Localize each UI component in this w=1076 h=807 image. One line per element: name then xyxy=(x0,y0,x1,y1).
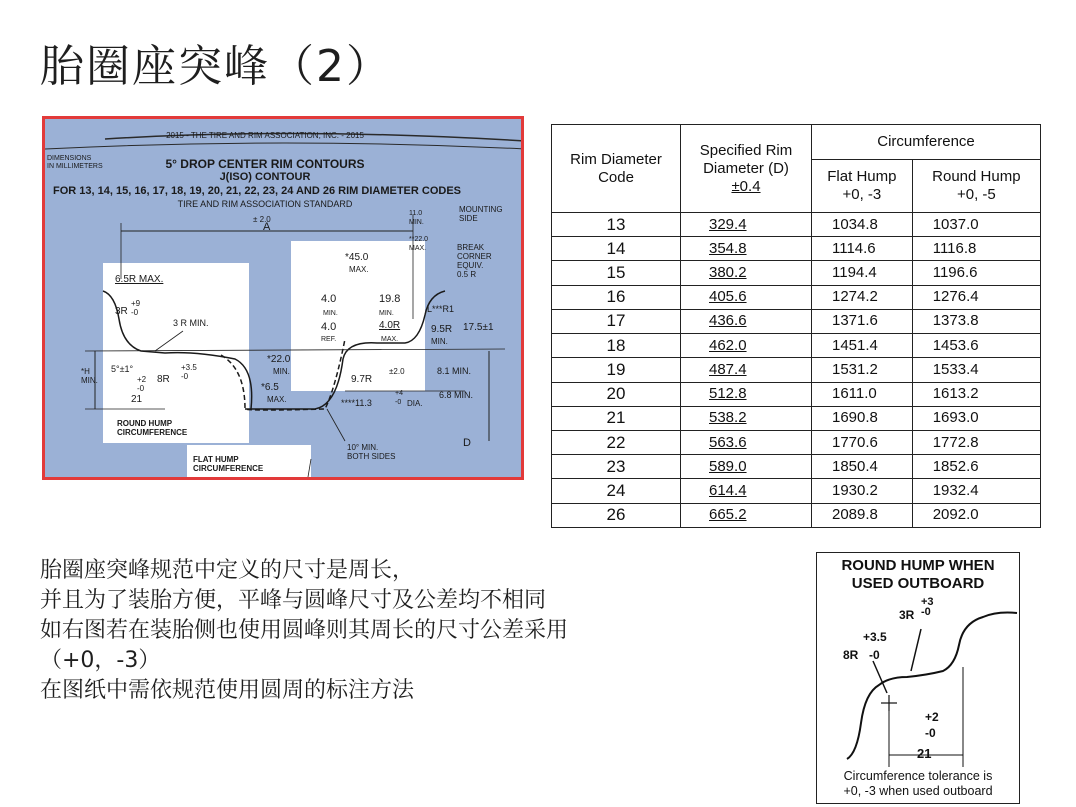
cell-dia: 380.2 xyxy=(681,261,812,285)
r3-tolerance: +9 -0 xyxy=(131,299,141,317)
cell-round: 1037.0 xyxy=(912,213,1040,237)
round-hump-label: ROUND HUMP CIRCUMFERENCE xyxy=(117,419,188,437)
dim-19-8: 19.8 xyxy=(379,293,401,305)
cell-round: 1373.8 xyxy=(912,309,1040,333)
cell-flat: 1850.4 xyxy=(812,455,913,479)
header-flat-text: Flat Hump xyxy=(827,168,897,185)
deg10-label: 10° MIN. BOTH SIDES xyxy=(347,443,396,461)
cell-code: 23 xyxy=(552,455,681,479)
cell-round: 1693.0 xyxy=(912,406,1040,430)
cell-code: 20 xyxy=(552,382,681,406)
association-line: 2015 - THE TIRE AND RIM ASSOCIATION, INC. - 2015 xyxy=(166,131,364,140)
dim-22-min-note: MIN. xyxy=(273,367,290,376)
dim-22-max: **22.0 MAX. xyxy=(409,236,429,252)
table-row xyxy=(552,479,1041,503)
d-label: D xyxy=(463,437,471,449)
cell-dia: 354.8 xyxy=(681,237,812,261)
cell-dia: 462.0 xyxy=(681,334,812,358)
cell-code: 22 xyxy=(552,430,681,454)
r3-min-label: 3 R MIN. xyxy=(173,318,209,328)
cell-flat: 1034.8 xyxy=(812,213,913,237)
rim-contour-drawing xyxy=(42,116,524,480)
table-row xyxy=(552,382,1041,406)
cell-dia: 538.2 xyxy=(681,406,812,430)
cell-dia: 614.4 xyxy=(681,479,812,503)
plus2-tolerance: +2 -0 xyxy=(137,375,147,393)
cell-round: 1453.6 xyxy=(912,334,1040,358)
cell-flat: 1930.2 xyxy=(812,479,913,503)
dim-6-8-min: 6.8 MIN. xyxy=(439,390,474,400)
header-circumference: Circumference xyxy=(812,125,1041,160)
inset-title: ROUND HUMP WHEN USED OUTBOARD xyxy=(841,557,995,592)
dim-4-ref-note: REF. xyxy=(321,336,337,343)
inset-r3-tolerance: +3 -0 xyxy=(921,596,934,618)
cell-round: 1116.8 xyxy=(912,237,1040,261)
cell-code: 18 xyxy=(552,334,681,358)
note-line: 并且为了装胎方便，平峰与圆峰尺寸及公差均不相同 xyxy=(40,588,547,613)
r3-label: 3R xyxy=(115,306,128,317)
iso-contour-line: J(ISO) CONTOUR xyxy=(219,171,311,183)
inset-r3-label: 3R xyxy=(899,608,915,622)
r1-label: L***R1 xyxy=(427,304,455,314)
cell-dia: 563.6 xyxy=(681,430,812,454)
break-corner-label: BREAK CORNER EQUIV. 0.5 R xyxy=(457,243,492,279)
cell-dia: 436.6 xyxy=(681,309,812,333)
note-line: 在图纸中需依规范使用圆周的标注方法 xyxy=(40,678,415,703)
cell-round: 1852.6 xyxy=(912,455,1040,479)
note-line: （+0，-3） xyxy=(40,648,161,673)
dim-21: 21 xyxy=(131,394,143,405)
explanation-notes xyxy=(40,556,740,706)
inset-footer: Circumference tolerance is +0, -3 when used outboard xyxy=(843,769,993,798)
header-flat-tolerance: +0, -3 xyxy=(842,186,882,203)
drawing-subtitle: 5° DROP CENTER RIM CONTOURS xyxy=(165,157,365,171)
cell-flat: 1194.4 xyxy=(812,261,913,285)
header-round-tolerance: +0, -5 xyxy=(956,186,996,203)
table-row xyxy=(552,261,1041,285)
cell-flat: 1531.2 xyxy=(812,358,913,382)
cell-round: 1196.6 xyxy=(912,261,1040,285)
cell-dia: 589.0 xyxy=(681,455,812,479)
cell-flat: 1114.6 xyxy=(812,237,913,261)
dim-19-8-note: MIN. xyxy=(379,310,394,317)
dim-4r-max: 4.0R xyxy=(379,320,401,331)
inset-r8-upper-tol: +3.5 xyxy=(863,630,887,644)
table-row xyxy=(552,430,1041,454)
table-row xyxy=(552,285,1041,309)
dim-11-3-dia: DIA. xyxy=(407,399,423,408)
cell-code: 26 xyxy=(552,503,681,527)
cell-flat: 1451.4 xyxy=(812,334,913,358)
header-code-text: Rim Diameter Code xyxy=(570,150,662,186)
round-hump-outboard-figure xyxy=(816,552,1020,804)
mounting-side-label: MOUNTING SIDE xyxy=(459,205,503,223)
cell-dia: 665.2 xyxy=(681,503,812,527)
table-row xyxy=(552,503,1041,527)
inset-profile xyxy=(817,553,1021,805)
inset-dim-21: 21 xyxy=(917,746,932,761)
header-flat-hump xyxy=(812,160,913,213)
note-line: 如右图若在装胎侧也使用圆峰则其周长的尺寸公差采用 xyxy=(40,618,569,643)
cell-dia: 512.8 xyxy=(681,382,812,406)
dim-6-5-note: MAX. xyxy=(267,395,287,404)
r8-tolerance: +3.5 -0 xyxy=(181,363,197,381)
standard-line: TIRE AND RIM ASSOCIATION STANDARD xyxy=(177,199,353,209)
slide-title: 胎圈座突峰（2） xyxy=(40,41,392,92)
deg45-label: *45.0 xyxy=(345,252,369,263)
cell-code: 19 xyxy=(552,358,681,382)
dim-8-1-min: 8.1 MIN. xyxy=(437,366,472,376)
header-round-text: Round Hump xyxy=(932,168,1021,185)
header-dia-text: Specified Rim Diameter (D) xyxy=(699,141,793,177)
rim-circumference-table xyxy=(551,124,1041,528)
table-row xyxy=(552,213,1041,237)
dim-17-5: 17.5±1 xyxy=(463,322,494,333)
cell-code: 13 xyxy=(552,213,681,237)
cell-code: 15 xyxy=(552,261,681,285)
cell-round: 1533.4 xyxy=(912,358,1040,382)
cell-code: 24 xyxy=(552,479,681,503)
cell-round: 1613.2 xyxy=(912,382,1040,406)
table-row xyxy=(552,237,1041,261)
dim-4-ref: 4.0 xyxy=(321,321,337,333)
inset-r8-label: 8R xyxy=(843,648,859,662)
table-row xyxy=(552,455,1041,479)
dim-4-min-note: MIN. xyxy=(323,310,338,317)
inset-r8-lower-tol: -0 xyxy=(869,648,880,662)
dim-11-min: 11.0 MIN. xyxy=(409,210,424,226)
cell-code: 21 xyxy=(552,406,681,430)
table-row xyxy=(552,334,1041,358)
table-row xyxy=(552,358,1041,382)
dim-11-3-tolerance: +4 -0 xyxy=(395,390,403,406)
r97-tolerance: ±2.0 xyxy=(389,367,405,376)
cell-round: 2092.0 xyxy=(912,503,1040,527)
r95-label: 9.5R xyxy=(431,324,453,335)
flat-hump-label: FLAT HUMP CIRCUMFERENCE xyxy=(193,455,264,473)
inset-plus2-tolerance: +2 -0 xyxy=(925,710,939,740)
r95-note: MIN. xyxy=(431,337,448,346)
cell-code: 17 xyxy=(552,309,681,333)
dim-22-min: *22.0 xyxy=(267,354,291,365)
r8-label: 8R xyxy=(157,374,170,385)
rim-table-body xyxy=(552,213,1041,528)
cell-round: 1772.8 xyxy=(912,430,1040,454)
cell-dia: 487.4 xyxy=(681,358,812,382)
cell-flat: 1611.0 xyxy=(812,382,913,406)
header-round-hump xyxy=(912,160,1040,213)
deg45-max-label: MAX. xyxy=(349,265,369,274)
dimensions-note: DIMENSIONS IN MILLIMETERS xyxy=(47,155,103,170)
cell-dia: 405.6 xyxy=(681,285,812,309)
cell-dia: 329.4 xyxy=(681,213,812,237)
dim-4r-max-note: MAX. xyxy=(381,336,399,343)
cell-round: 1932.4 xyxy=(912,479,1040,503)
dim-4-min: 4.0 xyxy=(321,293,337,305)
header-rim-diameter-code xyxy=(552,125,681,213)
deg5-label: 5°±1° xyxy=(111,364,134,374)
table-row xyxy=(552,309,1041,333)
cell-code: 14 xyxy=(552,237,681,261)
cell-flat: 1371.6 xyxy=(812,309,913,333)
cell-code: 16 xyxy=(552,285,681,309)
header-dia-tolerance: ±0.4 xyxy=(731,177,761,195)
dim-a-label: A xyxy=(263,221,271,233)
cell-flat: 2089.8 xyxy=(812,503,913,527)
dim-6-5: *6.5 xyxy=(261,382,279,393)
cell-flat: 1274.2 xyxy=(812,285,913,309)
cell-round: 1276.4 xyxy=(912,285,1040,309)
r97-label: 9.7R xyxy=(351,374,373,385)
cell-flat: 1770.6 xyxy=(812,430,913,454)
note-line: 胎圈座突峰规范中定义的尺寸是周长， xyxy=(40,558,415,583)
dim-11-3: ****11.3 xyxy=(341,398,372,408)
dim-a-tolerance: ± 2.0 xyxy=(253,215,271,224)
r65-max-label: 6.5R MAX. xyxy=(115,274,164,285)
rim-codes-line: FOR 13, 14, 15, 16, 17, 18, 19, 20, 21, 22, 23, 24 AND 26 RIM DIAMETER CODES xyxy=(53,185,461,197)
header-specified-diameter xyxy=(681,125,812,213)
cell-flat: 1690.8 xyxy=(812,406,913,430)
h-min-label: *H MIN. xyxy=(81,367,98,385)
table-row xyxy=(552,406,1041,430)
